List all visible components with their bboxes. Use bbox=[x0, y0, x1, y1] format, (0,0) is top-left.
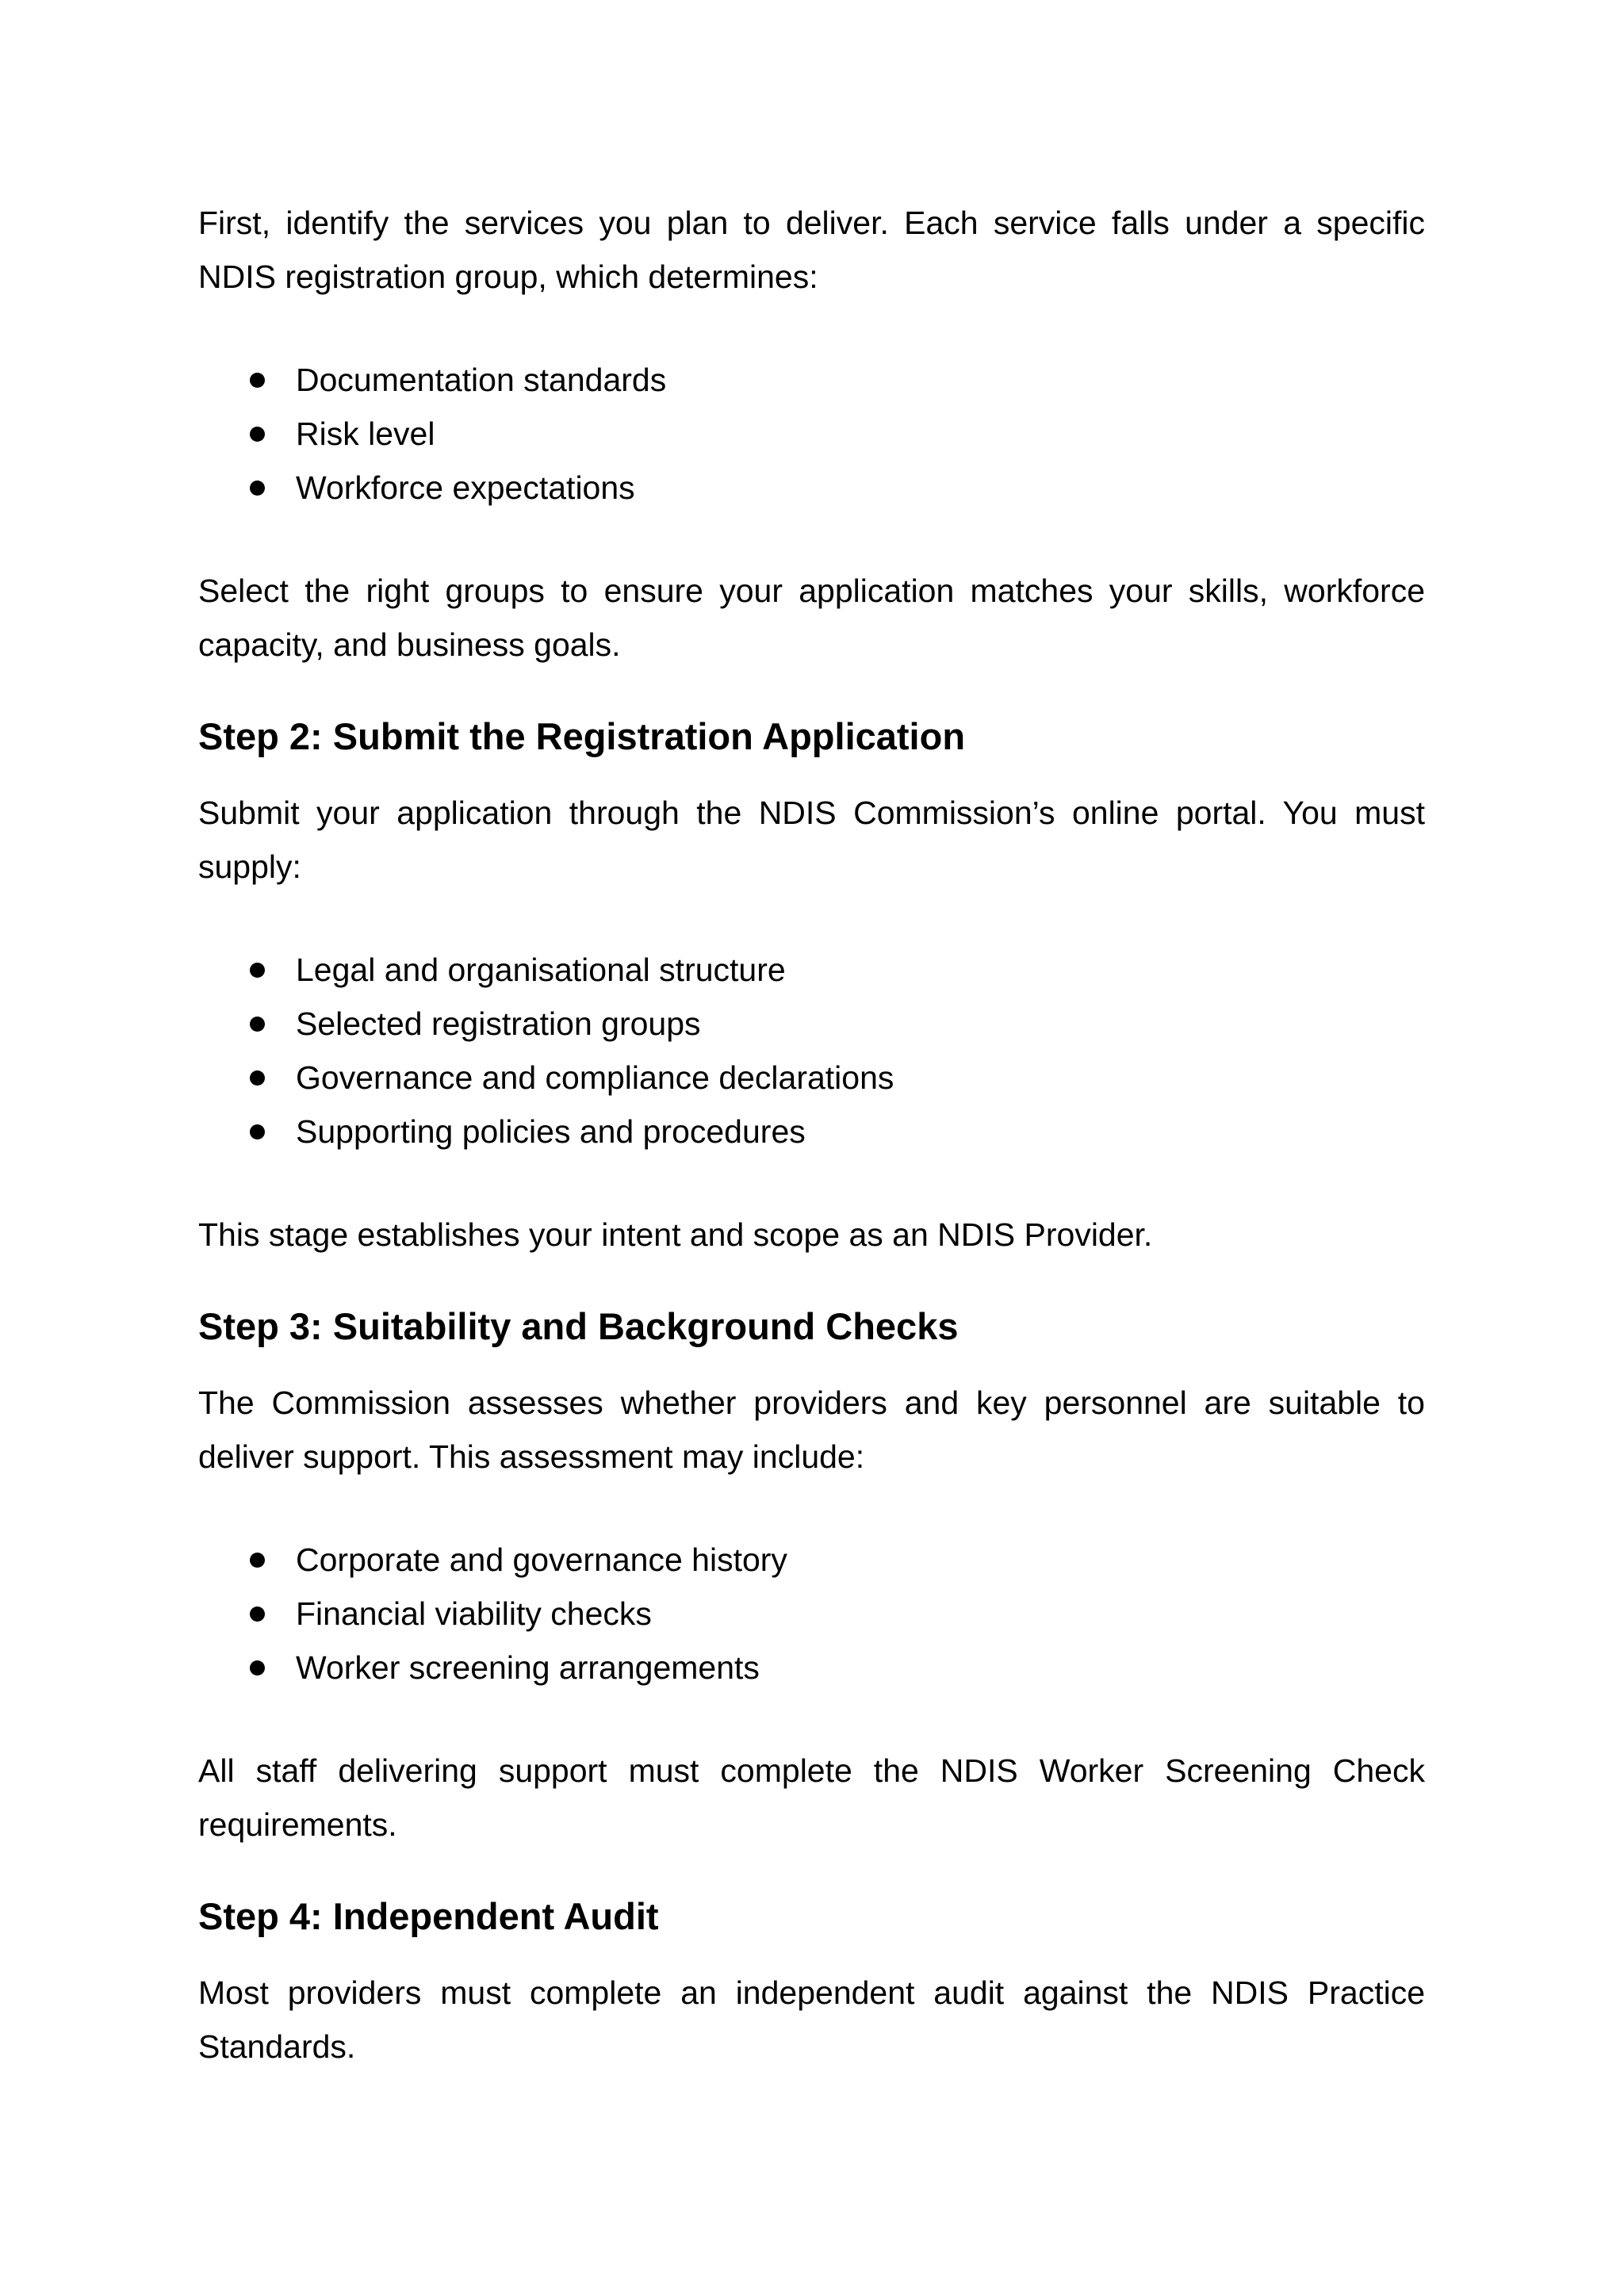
step3-closing-paragraph: All staff delivering support must complete the NDIS Worker Screening Check requirements. bbox=[198, 1752, 1425, 1843]
list-item-text: Governance and compliance declarations bbox=[296, 1059, 894, 1096]
list-item bbox=[198, 1105, 1425, 1158]
list-item bbox=[198, 1587, 1425, 1641]
step2-paragraph: Submit your application through the NDIS Commission’s online portal. You must supply: bbox=[198, 795, 1425, 885]
list-item bbox=[198, 1051, 1425, 1105]
bullet-dot-icon bbox=[250, 1017, 265, 1032]
list-item-text: Supporting policies and procedures bbox=[296, 1113, 806, 1150]
step2-bullet-list bbox=[198, 943, 1425, 1158]
list-item bbox=[198, 407, 1425, 461]
step4-heading: Step 4: Independent Audit bbox=[198, 1895, 659, 1937]
bullet-dot-icon bbox=[250, 373, 265, 388]
bullet-dot-icon bbox=[250, 1607, 265, 1622]
bullet-dot-icon bbox=[250, 963, 265, 978]
bullet-dot-icon bbox=[250, 427, 265, 442]
step3-bullet-list bbox=[198, 1533, 1425, 1695]
intro-paragraph: First, identify the services you plan to deliver. Each service falls under a specific NDIS registration group, which determines: bbox=[198, 205, 1425, 295]
bullet-dot-icon bbox=[250, 481, 265, 496]
document-page bbox=[198, 196, 1425, 2074]
step3-section bbox=[198, 1300, 1425, 1852]
list-item bbox=[198, 353, 1425, 407]
bullet-dot-icon bbox=[250, 1070, 265, 1086]
intro-section bbox=[198, 196, 1425, 672]
step4-paragraph: Most providers must complete an independent audit against the NDIS Practice Standards. bbox=[198, 1974, 1425, 2065]
list-item bbox=[198, 1641, 1425, 1695]
bullet-dot-icon bbox=[250, 1660, 265, 1676]
bullet-dot-icon bbox=[250, 1553, 265, 1568]
list-item bbox=[198, 461, 1425, 515]
list-item-text: Selected registration groups bbox=[296, 1005, 701, 1042]
list-item bbox=[198, 1533, 1425, 1587]
list-item-text: Worker screening arrangements bbox=[296, 1649, 760, 1686]
list-item bbox=[198, 943, 1425, 997]
list-item bbox=[198, 997, 1425, 1051]
step3-paragraph: The Commission assesses whether providers and key personnel are suitable to deliver support. This assessment may include: bbox=[198, 1384, 1425, 1475]
intro-closing-paragraph: Select the right groups to ensure your application matches your skills, workforce capacity, and business goals. bbox=[198, 573, 1425, 663]
list-item-text: Legal and organisational structure bbox=[296, 952, 786, 988]
step2-heading: Step 2: Submit the Registration Application bbox=[198, 715, 966, 757]
list-item-text: Financial viability checks bbox=[296, 1595, 652, 1632]
step2-closing-paragraph: This stage establishes your intent and scope as an NDIS Provider. bbox=[198, 1216, 1153, 1253]
bullet-dot-icon bbox=[250, 1124, 265, 1139]
intro-bullet-list bbox=[198, 353, 1425, 515]
list-item-text: Documentation standards bbox=[296, 362, 667, 398]
list-item-text: Risk level bbox=[296, 416, 435, 452]
list-item-text: Corporate and governance history bbox=[296, 1541, 787, 1578]
step2-section bbox=[198, 710, 1425, 1262]
step4-section bbox=[198, 1890, 1425, 2074]
step3-heading: Step 3: Suitability and Background Checks bbox=[198, 1305, 959, 1347]
list-item-text: Workforce expectations bbox=[296, 469, 635, 506]
